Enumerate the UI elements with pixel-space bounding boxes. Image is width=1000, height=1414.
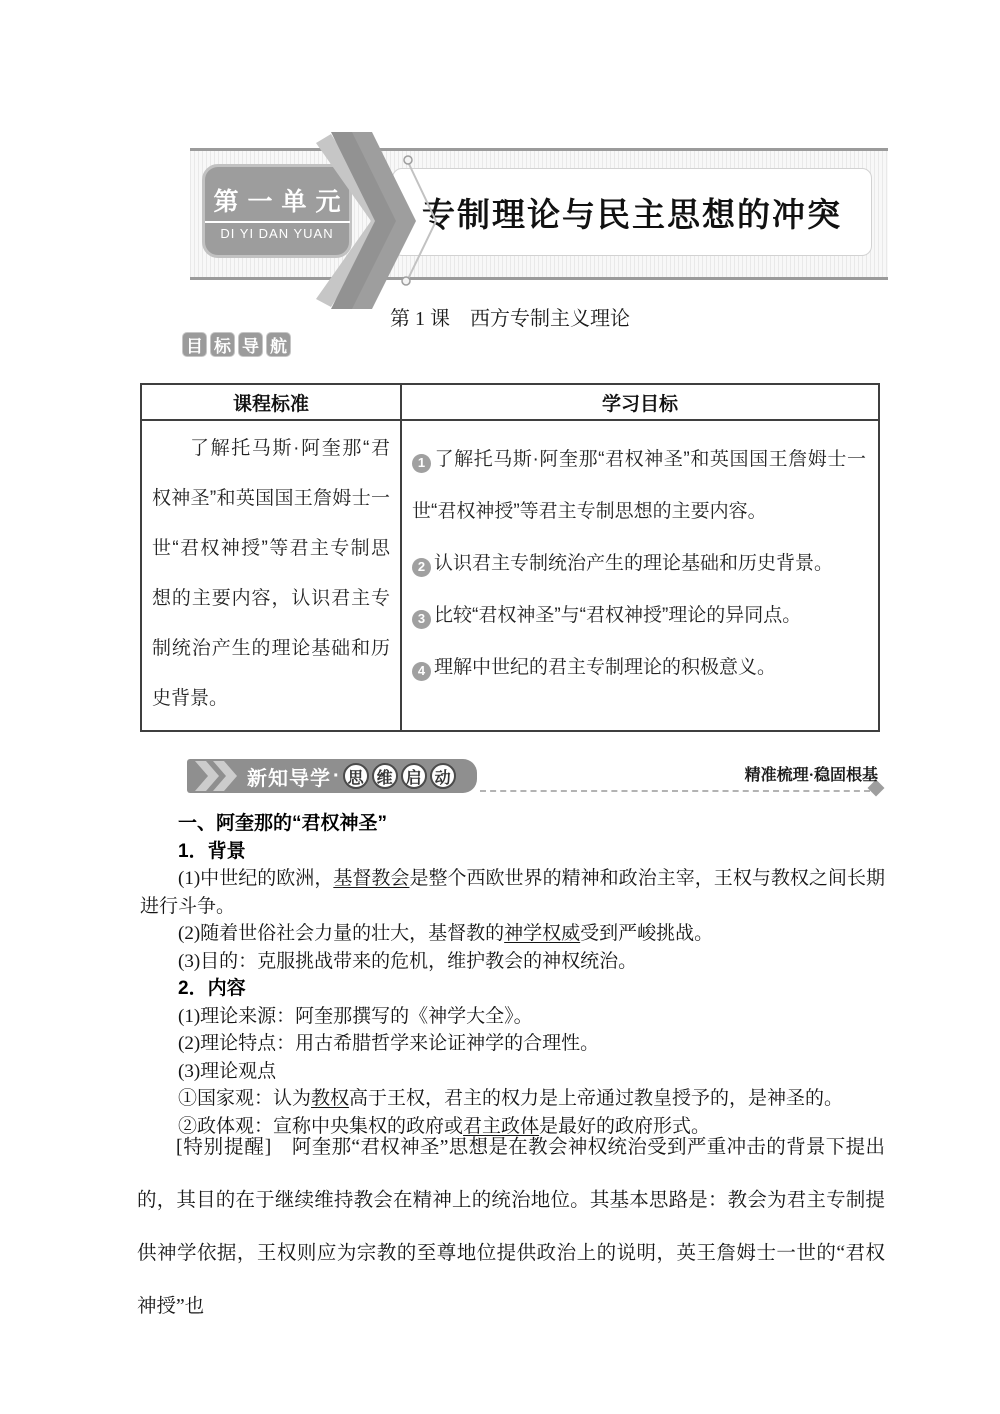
section-banner-title: 新知导学 xyxy=(247,767,331,790)
section-banner-bar xyxy=(187,759,477,793)
reminder-text: 阿奎那“君权神圣”思想是在教会神权统治受到严重冲击的背景下提出的，其目的在于继续维持教会在精神上的统治地位。其基本思路是：教会为君主专制提供神学依据，王权则应为宗教的至尊地位提供政治上的说明，英王詹姆士一世的“君权神授”也 xyxy=(137,1137,885,1317)
dashed-divider xyxy=(480,790,870,792)
objective-number-icon: 4 xyxy=(412,662,431,681)
underlined-term: 神学权威 xyxy=(504,923,581,944)
standards-table xyxy=(140,383,880,732)
main-content xyxy=(140,810,885,1140)
learning-goal-cell xyxy=(401,420,879,731)
objective-item xyxy=(412,642,866,694)
special-reminder xyxy=(137,1121,885,1333)
objective-number-icon: 3 xyxy=(412,610,431,629)
objective-number-icon: 2 xyxy=(412,558,431,577)
body-text: 是整个西欧世界的精神和政治主宰，王权与教权之间长期进行斗争。 xyxy=(140,868,885,917)
circle-char: 动 xyxy=(430,763,456,789)
goal-nav-char: 目 xyxy=(182,332,207,357)
reminder-space xyxy=(272,1137,292,1158)
objective-item xyxy=(412,434,866,538)
goal-nav-char: 标 xyxy=(210,332,235,357)
unit-title: 专制理论与民主思想的冲突 xyxy=(422,195,842,233)
underlined-term: 君主政体 xyxy=(463,1115,540,1137)
body-paragraph: (2)理论特点：用古希腊哲学来论证神学的合理性。 xyxy=(178,1033,600,1054)
body-paragraph: (1)理论来源：阿奎那撰写的《神学大全》。 xyxy=(178,1005,533,1027)
section-banner-circles xyxy=(343,763,456,789)
body-text: 是最好的政府形式。 xyxy=(539,1115,711,1137)
objective-number-icon: 1 xyxy=(412,454,431,473)
unit-pinyin-label: DI YI DAN YUAN xyxy=(220,225,334,241)
body-text: ②政体观：宣称中央集权的政府或 xyxy=(178,1115,464,1137)
arrow-icon xyxy=(286,131,438,309)
body-text: (1)中世纪的欧洲， xyxy=(178,868,334,889)
table-header-row xyxy=(141,384,879,420)
reminder-label: [特别提醒] xyxy=(176,1137,272,1158)
goal-nav-char: 航 xyxy=(266,332,291,357)
circle-char: 思 xyxy=(343,763,369,789)
goal-nav-badge xyxy=(182,332,291,357)
objective-text: 理解中世纪的君主专制理论的积极意义。 xyxy=(434,657,777,678)
underlined-term: 教权 xyxy=(311,1088,350,1109)
table-body-row xyxy=(141,420,879,731)
body-paragraph: (3)理论观点 xyxy=(178,1060,277,1082)
objective-item xyxy=(412,590,866,642)
body-text: (2)随着世俗社会力量的壮大，基督教的 xyxy=(178,923,505,944)
body-paragraph xyxy=(140,1085,885,1113)
reminder-paragraph xyxy=(137,1121,885,1333)
body-paragraph xyxy=(140,920,885,948)
objective-text: 认识君主专制统治产生的理论基础和历史背景。 xyxy=(434,553,834,574)
unit-title-box xyxy=(392,168,872,256)
unit-banner xyxy=(190,148,888,280)
objective-text: 比较“君权神圣”与“君权神授”理论的异同点。 xyxy=(434,605,802,626)
course-standard-cell xyxy=(141,420,401,731)
body-text: ①国家观：认为 xyxy=(178,1088,312,1109)
course-standard-text: 了解托马斯·阿奎那“君权神圣”和英国国王詹姆士一世“君权神授”等君主专制思想的主要内容，认识君主专制统治产生的理论基础和历史背景。 xyxy=(152,438,390,709)
goal-nav-char: 导 xyxy=(238,332,263,357)
column-header-learning-goal: 学习目标 xyxy=(401,384,879,420)
unit-number-label: 第一单元 xyxy=(205,182,350,223)
objective-item xyxy=(412,538,866,590)
body-text: 高于王权，君主的权力是上帝通过教皇授予的，是神圣的。 xyxy=(349,1088,844,1109)
underlined-term: 基督教会 xyxy=(333,868,410,889)
objective-text: 了解托马斯·阿奎那“君权神圣”和英国国王詹姆士一世“君权神授”等君主专制思想的主要内容。 xyxy=(412,449,866,522)
body-text: 受到严峻挑战。 xyxy=(580,923,714,944)
heading-content: 2．内容 xyxy=(178,978,246,999)
double-chevron-icon xyxy=(195,761,239,791)
body-paragraph xyxy=(140,865,885,920)
circle-char: 维 xyxy=(372,763,398,789)
column-header-course-standard: 课程标准 xyxy=(141,384,401,420)
circle-char: 启 xyxy=(401,763,427,789)
heading-section-1: 一、阿奎那的“君权神圣” xyxy=(178,813,388,834)
heading-background: 1．背景 xyxy=(178,840,246,862)
body-paragraph: (3)目的：克服挑战带来的危机，维护教会的神权统治。 xyxy=(178,950,638,972)
section-banner xyxy=(140,757,880,799)
section-banner-separator: · xyxy=(333,764,340,787)
lesson-title: 第 1 课 西方专制主义理论 xyxy=(390,308,630,330)
section-banner-caption: 精准梳理·稳固根基 xyxy=(744,767,878,784)
